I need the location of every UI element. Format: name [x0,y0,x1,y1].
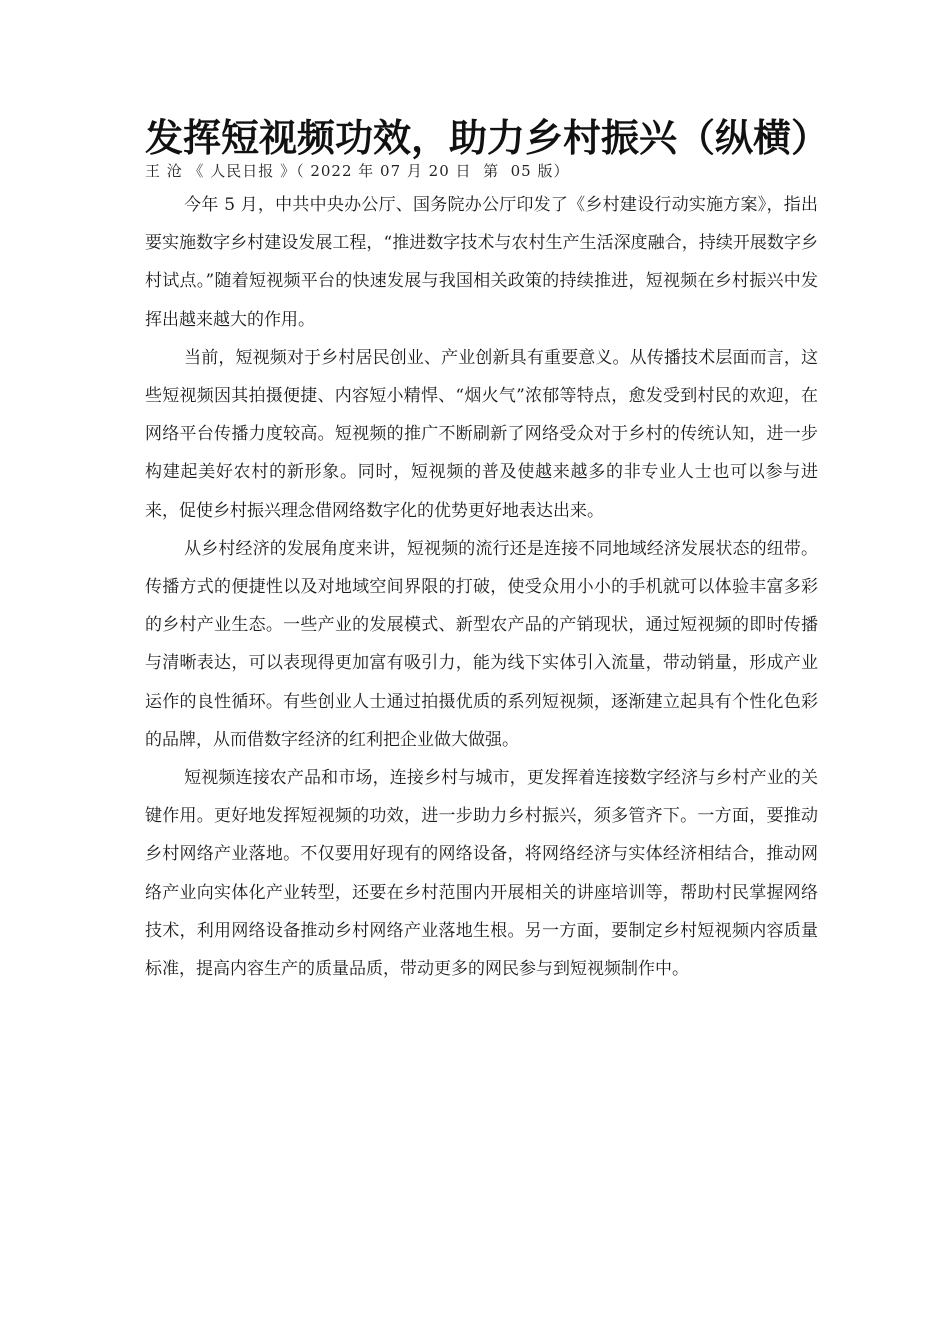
article-title: 发挥短视频功效，助力乡村振兴（纵横） [145,115,830,160]
article-byline: 王 沧 《 人民日报 》（ 2022 年 07 月 20 日 第 05 版） [145,162,570,180]
article-paragraph: 当前，短视频对于乡村居民创业、产业创新具有重要意义。从传播技术层面而言，这些短视频因其拍摄便捷、内容短小精悍、“烟火气”浓郁等特点，愈发受到村民的欢迎，在网络平台传播力度较高。短视频的推广不断刷新了网络受众对于乡村的传统认知，进一步构建起美好农村的新形象。同时，短视频的普及使越来越多的非专业人士也可以参与进来，促使乡村振兴理念借网络数字化的优势更好地表达出来。 [145,347,818,521]
article-paragraph: 从乡村经济的发展角度来讲，短视频的流行还是连接不同地域经济发展状态的纽带。传播方式的便捷性以及对地域空间界限的打破，使受众用小小的手机就可以体验丰富多彩的乡村产业生态。一些产业的发展模式、新型农产品的产销现状，通过短视频的即时传播与清晰表达，可以表现得更加富有吸引力，能为线下实体引入流量，带动销量，形成产业运作的良性循环。有些创业人士通过拍摄优质的系列短视频，逐渐建立起具有个性化色彩的品牌，从而借数字经济的红利把企业做大做强。 [145,538,818,750]
article-paragraph: 短视频连接农产品和市场，连接乡村与城市，更发挥着连接数字经济与乡村产业的关键作用。更好地发挥短视频的功效，进一步助力乡村振兴，须多管齐下。一方面，要推动乡村网络产业落地。不仅要用好现有的网络设备，将网络经济与实体经济相结合，推动网络产业向实体化产业转型，还要在乡村范围内开展相关的讲座培训等，帮助村民掌握网络技术，利用网络设备推动乡村网络产业落地生根。另一方面，要制定乡村短视频内容质量标准，提高内容生产的质量品质，带动更多的网民参与到短视频制作中。 [145,768,818,980]
article-paragraph: 今年 5 月，中共中央办公厅、国务院办公厅印发了《乡村建设行动实施方案》，指出要实施数字乡村建设发展工程，“推进数字技术与农村生产生活深度融合，持续开展数字乡村试点。”随着短视频平台的快速发展与我国相关政策的持续推进，短视频在乡村振兴中发挥出越来越大的作用。 [145,195,818,330]
article-body [145,186,818,988]
